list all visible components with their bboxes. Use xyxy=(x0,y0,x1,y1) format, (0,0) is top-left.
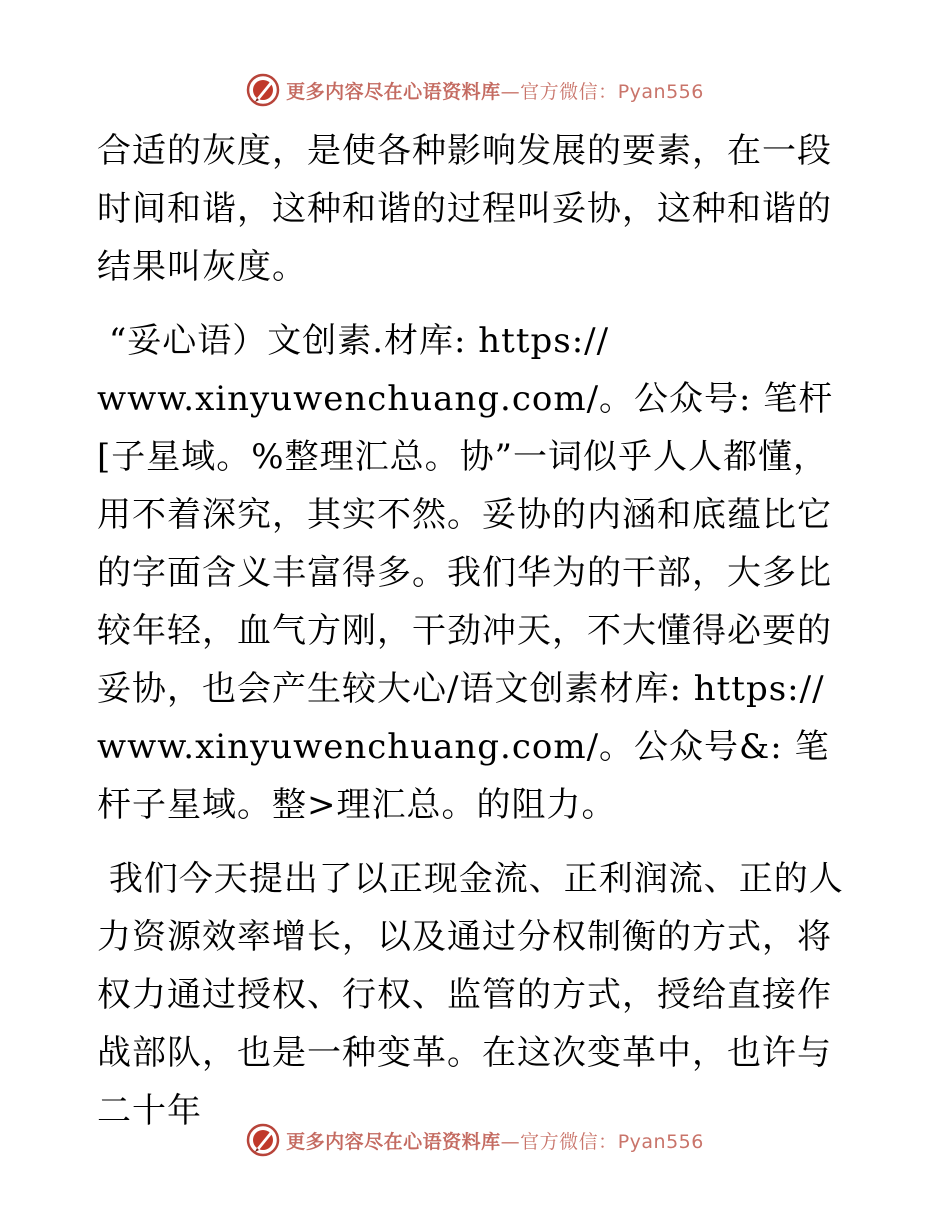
paragraph-1: 合适的灰度，是使各种影响发展的要素，在一段时间和谐，这种和谐的过程叫妥协，这种和谐的结果叫灰度。 xyxy=(97,131,832,287)
paragraph-2: “妥心语）文创素.材库: https:// www.xinyuwenchuang.com/。公众号: 笔杆[子星域。%整理汇总。协”一词似乎人人都懂，用不着深究，其实不然。妥协的内涵和底蕴比它的字面含义丰富得多。我们华为的干部，大多比较年轻，血气方刚，干劲冲天，不大懂得必要的妥协，也会产生较大心/语文创素材库: https:// www.xinyuwenchuang.com/。公众号&: 笔杆子星域。整>理汇总。的阻力。 xyxy=(97,321,834,825)
footer-watermark-banner xyxy=(0,1120,950,1160)
pen-logo-icon xyxy=(246,1123,280,1157)
watermark-dash: — xyxy=(500,1130,521,1153)
watermark-wechat-label: 官方微信： xyxy=(520,80,618,103)
watermark-dash: — xyxy=(500,80,521,103)
watermark-wechat-id: Pyan556 xyxy=(617,80,704,103)
watermark-brand: 更多内容尽在心语资料库 xyxy=(286,80,501,103)
watermark-wechat-id: Pyan556 xyxy=(617,1130,704,1153)
watermark-wechat-label: 官方微信： xyxy=(520,1130,618,1153)
watermark-text xyxy=(286,77,704,104)
watermark-brand: 更多内容尽在心语资料库 xyxy=(286,1130,501,1153)
header-watermark-banner xyxy=(0,70,950,110)
document-body xyxy=(97,122,857,1140)
watermark-text xyxy=(286,1127,704,1154)
paragraph-3: 我们今天提出了以正现金流、正利润流、正的人力资源效率增长，以及通过分权制衡的方式，将权力通过授权、行权、监管的方式，授给直接作战部队，也是一种变革。在这次变革中，也许与二十年 xyxy=(97,859,844,1131)
pen-logo-icon xyxy=(246,73,280,107)
